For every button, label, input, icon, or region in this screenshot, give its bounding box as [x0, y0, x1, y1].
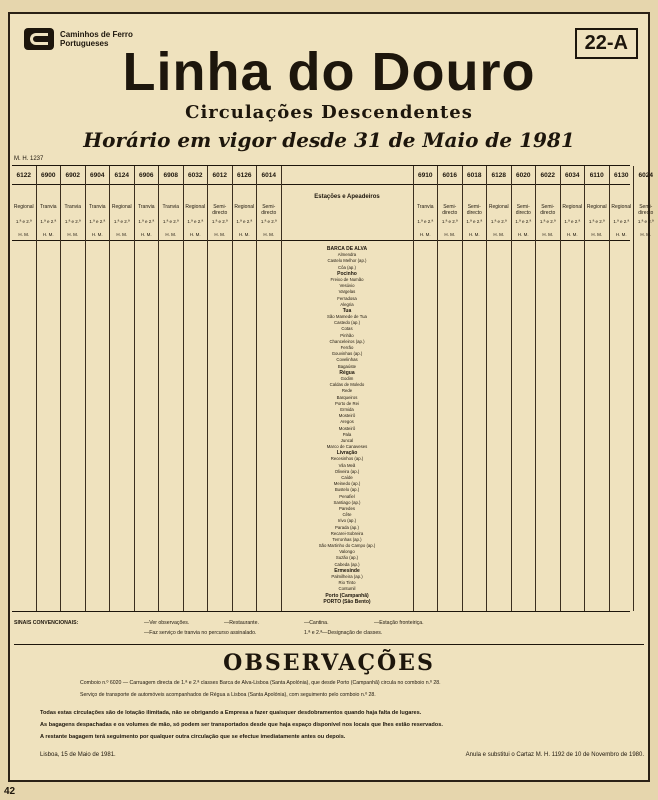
station-name: Covelinhas: [336, 357, 358, 363]
train-type: Regional: [611, 204, 632, 210]
station-name: Bagaúste: [337, 363, 357, 369]
train-number: 6900: [41, 172, 56, 179]
train-type: Regional: [586, 204, 607, 210]
station-name: Cête: [342, 512, 352, 518]
station-name: São Martinho do Campo (ap.): [318, 543, 376, 549]
station-name: Vargelas: [338, 289, 356, 295]
hm-label: H. M.: [542, 232, 554, 237]
train-type: Tranvia: [40, 204, 57, 210]
train-classes: 1.ª e 2.ª: [89, 219, 106, 224]
train-number: 6904: [90, 172, 105, 179]
station-name: Régua: [339, 369, 355, 376]
train-type: Regional: [111, 204, 132, 210]
time-cells: [208, 242, 232, 611]
issue-date: Lisboa, 15 de Maio de 1981.: [40, 752, 116, 758]
hm-label: H. M.: [517, 232, 529, 237]
time-cells: [438, 242, 462, 611]
hm-label: H. M.: [444, 232, 456, 237]
station-name: Ermida: [340, 406, 354, 412]
train-type: Tranvia: [89, 204, 106, 210]
station-name: Juncal: [340, 437, 354, 443]
train-classes: 1.ª e 2.ª: [211, 219, 228, 224]
train-column: [86, 166, 111, 611]
hm-label: H. M.: [468, 232, 480, 237]
station-name: Pala: [342, 431, 352, 437]
train-classes: 1.ª e 2.ª: [613, 219, 630, 224]
legend-item-classes: 1.ª e 2.ª—Designação de classes.: [304, 630, 383, 636]
poster-code: 22-A: [575, 28, 638, 59]
legend-item-canteen: —Cantina.: [304, 620, 329, 626]
time-cells: [233, 242, 257, 611]
train-column: [135, 166, 160, 611]
hm-label: H. M.: [263, 232, 275, 237]
train-classes: 1.ª e 2.ª: [113, 219, 130, 224]
observation-bold-line: Todas estas circulações são de lotação ilimitada, não se obrigando a Empresa a fazer quaisquer desdobramentos quando haja falta de lugares.: [40, 710, 422, 716]
train-number: 6908: [163, 172, 178, 179]
train-column: [233, 166, 258, 611]
station-name: Parada (ap.): [335, 524, 359, 530]
station-name: Palmilheira (ap.): [331, 574, 363, 580]
hm-label: H. M.: [67, 232, 79, 237]
observation-bold-line: As bagagens despachadas e os volumes de mão, só podem ser transportados desde que haja espaço disponível nos locais que lhes estão reservados.: [40, 722, 443, 728]
train-number: 6032: [188, 172, 203, 179]
hm-label: H. M.: [91, 232, 103, 237]
train-number: 6906: [139, 172, 154, 179]
station-name: Oliveira (ap.): [334, 468, 360, 474]
station-name: Recarei-Sobreira: [330, 530, 364, 536]
station-name: Barqueiros: [336, 394, 358, 400]
time-cells: [634, 242, 658, 611]
station-name: Vila Meã: [338, 462, 356, 468]
station-name: Valongo: [339, 549, 355, 555]
train-classes: 1.ª e 2.ª: [236, 219, 253, 224]
station-name: Cabeda (ap.): [334, 561, 360, 567]
hm-label: H. M.: [116, 232, 128, 237]
supersedes-note: Anula e substitui o Cartaz M. H. 1192 de 10 de Novembro de 1980.: [465, 752, 644, 758]
train-number: 6128: [491, 172, 506, 179]
time-cells: [463, 242, 487, 611]
train-type: Regional: [234, 204, 255, 210]
operator-name-line1: Caminhos de Ferro: [60, 30, 133, 39]
hm-label: H. M.: [615, 232, 627, 237]
hm-label: H. M.: [566, 232, 578, 237]
reference-code: M. H. 1237: [14, 156, 44, 162]
station-name: Penafiel: [339, 493, 355, 499]
train-type: Semi-directo: [540, 204, 556, 216]
station-name: Porto (Campanhã): [325, 592, 369, 599]
station-name: Terronhas (ap.): [332, 536, 362, 542]
station-name: Bustelo (ap.): [334, 487, 360, 493]
train-classes: 1.ª e 2.ª: [441, 219, 458, 224]
train-classes: 1.ª e 2.ª: [564, 219, 581, 224]
hm-label: H. M.: [419, 232, 431, 237]
train-classes: 1.ª e 2.ª: [466, 219, 483, 224]
time-cells: [257, 242, 281, 611]
train-classes: 1.ª e 2.ª: [539, 219, 556, 224]
time-cells: [159, 242, 183, 611]
train-type: Semi-directo: [515, 204, 531, 216]
train-type: Tranvia: [64, 204, 81, 210]
train-classes: 1.ª e 2.ª: [490, 219, 507, 224]
station-name: Ferradosa: [337, 295, 357, 301]
train-column: [463, 166, 488, 611]
station-name: Godim: [340, 375, 354, 381]
train-classes: 1.ª e 2.ª: [15, 219, 32, 224]
hm-label: H. M.: [238, 232, 250, 237]
operator-name-line2: Portugueses: [60, 39, 109, 48]
train-column: [512, 166, 537, 611]
station-name: Pinhão: [340, 332, 354, 338]
station-name: Côa (ap.): [338, 264, 356, 270]
page-title: Linha do Douro: [122, 42, 536, 102]
hm-label: H. M.: [214, 232, 226, 237]
station-name: Irivo (ap.): [337, 518, 357, 524]
train-number: 6020: [516, 172, 531, 179]
train-classes: 1.ª e 2.ª: [515, 219, 532, 224]
timetable-grid: [12, 165, 654, 612]
train-type: Tranvia: [138, 204, 155, 210]
hm-label: H. M.: [640, 232, 652, 237]
station-name: São Mamede de Tua: [327, 314, 367, 320]
train-column: [610, 166, 635, 611]
page-number: 42: [4, 786, 16, 797]
station-name: Marco de Canaveses: [326, 444, 368, 450]
train-number: 6124: [114, 172, 129, 179]
train-number: 6022: [540, 172, 555, 179]
legend-item-border: —Estação fronteiriça.: [374, 620, 424, 626]
train-classes: 1.ª e 2.ª: [40, 219, 57, 224]
station-name: Mosteirô: [338, 413, 356, 419]
train-number: 6016: [442, 172, 457, 179]
train-column: [634, 166, 658, 611]
station-name: Contumil: [338, 586, 356, 592]
hm-label: H. M.: [18, 232, 30, 237]
station-name: Gouvinhas (ap.): [331, 351, 363, 357]
train-classes: 1.ª e 2.ª: [260, 219, 277, 224]
station-name: Castedo (ap.): [333, 320, 361, 326]
hm-label: H. M.: [140, 232, 152, 237]
station-name: Cotas: [341, 326, 353, 332]
station-name: Ferrão: [340, 345, 354, 351]
station-name: Tua: [342, 307, 352, 314]
train-number: 6034: [565, 172, 580, 179]
legend: [14, 614, 644, 645]
hm-label: H. M.: [165, 232, 177, 237]
train-type: Semi-directo: [442, 204, 458, 216]
hm-label: H. M.: [189, 232, 201, 237]
observation-line: Serviço de transporte de automóveis acompanhados de Régua a Lisboa (Santa Apolónia), com seguimento pelo comboio n.º 28.: [80, 692, 376, 698]
station-name: Meinedo (ap.): [333, 481, 361, 487]
train-classes: 1.ª e 2.ª: [64, 219, 81, 224]
train-column: [536, 166, 561, 611]
train-number: 6902: [65, 172, 80, 179]
time-cells: [61, 242, 85, 611]
train-column: [487, 166, 512, 611]
train-classes: 1.ª e 2.ª: [138, 219, 155, 224]
station-name: Aregos: [340, 419, 354, 425]
legend-item-tranvia: —Faz serviço de tranvia no percurso assinalado.: [144, 630, 257, 636]
station-name: Rio Tinto: [338, 580, 356, 586]
station-name: Recesinhos (ap.): [330, 456, 364, 462]
train-number: 6130: [614, 172, 629, 179]
time-cells: [585, 242, 609, 611]
time-cells: [12, 242, 36, 611]
train-type: Regional: [562, 204, 583, 210]
station-name: Freixo de Numão: [330, 276, 364, 282]
train-column: [159, 166, 184, 611]
time-cells: [37, 242, 61, 611]
observation-line: Comboio n.º 6020 — Carruagem directa de 1.ª e 2.ª classes Barca de Alva-Lisboa (Santa Apolónia), que desde Porto (Campanhã) circula no comboio n.º 28.: [80, 680, 441, 686]
train-classes: 1.ª e 2.ª: [588, 219, 605, 224]
train-column: [414, 166, 439, 611]
station-name: Paredes: [338, 505, 355, 511]
train-column: [438, 166, 463, 611]
train-column: [257, 166, 282, 611]
train-number: 6910: [418, 172, 433, 179]
train-type: Tranvia: [417, 204, 434, 210]
station-name: Alegria: [340, 301, 354, 307]
station-name: Vesúvio: [339, 283, 355, 289]
train-classes: 1.ª e 2.ª: [187, 219, 204, 224]
station-name: Almendra: [337, 252, 357, 258]
train-number: 6018: [467, 172, 482, 179]
station-name: Ermesinde: [334, 567, 360, 574]
train-number: 6122: [16, 172, 31, 179]
legend-item-observations: —Ver observações.: [144, 620, 190, 626]
stations-column: [282, 166, 414, 611]
time-cells: [487, 242, 511, 611]
train-type: Semi-directo: [466, 204, 482, 216]
train-number: 6014: [261, 172, 276, 179]
time-cells: [135, 242, 159, 611]
time-cells: [561, 242, 585, 611]
hm-label: H. M.: [493, 232, 505, 237]
train-type: Regional: [13, 204, 34, 210]
station-name: Porto de Rei: [335, 400, 359, 406]
train-type: Semi-directo: [261, 204, 277, 216]
train-column: [561, 166, 586, 611]
station-name: Mosteirô: [338, 425, 356, 431]
train-classes: 1.ª e 2.ª: [162, 219, 179, 224]
legend-item-restaurant: —Restaurante.: [224, 620, 259, 626]
legend-label: SINAIS CONVENCIONAIS:: [14, 620, 79, 626]
station-name: BARCA DE ALVA: [326, 246, 368, 252]
station-name: Caíde: [341, 475, 353, 481]
train-type: Regional: [488, 204, 509, 210]
train-column: [110, 166, 135, 611]
train-type: Semi-directo: [638, 204, 654, 216]
train-number: 6012: [212, 172, 227, 179]
time-cells: [86, 242, 110, 611]
time-cells: [610, 242, 634, 611]
station-name: Livração: [336, 450, 358, 457]
station-name: Pocinho: [337, 270, 357, 277]
train-number: 6110: [589, 172, 604, 179]
train-column: [37, 166, 62, 611]
page-subtitle: Circulações Descendentes: [185, 102, 473, 123]
train-column: [184, 166, 209, 611]
station-name: Suzão (ap.): [335, 555, 359, 561]
train-type: Semi-directo: [212, 204, 228, 216]
validity-line: Horário em vigor desde 31 de Maio de 1981: [83, 128, 575, 152]
train-type: Regional: [185, 204, 206, 210]
time-cells: [536, 242, 560, 611]
train-number: 6024: [638, 172, 653, 179]
train-number: 6126: [237, 172, 252, 179]
station-name: Chanceleiros (ap.): [329, 338, 365, 344]
observations-title: OBSERVAÇÕES: [223, 650, 435, 676]
train-column: [585, 166, 610, 611]
time-cells: [184, 242, 208, 611]
time-cells: [414, 242, 438, 611]
train-classes: 1.ª e 2.ª: [417, 219, 434, 224]
station-name: Santiago (ap.): [333, 499, 361, 505]
time-cells: [512, 242, 536, 611]
station-name: Caldas de Moledo: [329, 382, 365, 388]
train-column: [12, 166, 37, 611]
time-cells: [110, 242, 134, 611]
train-column: [61, 166, 86, 611]
hm-label: H. M.: [591, 232, 603, 237]
stations-header: Estações e Apeadeiros: [314, 194, 380, 200]
station-name: Rede: [341, 388, 353, 394]
hm-label: H. M.: [42, 232, 54, 237]
station-name: PORTO (São Bento): [323, 598, 371, 605]
train-column: [208, 166, 233, 611]
observation-bold-line: A restante bagagem terá seguimento por qualquer outra circulação que se efectue imediatamente antes ou depois.: [40, 734, 346, 740]
train-type: Tranvia: [162, 204, 179, 210]
train-classes: 1.ª e 2.ª: [637, 219, 654, 224]
station-name: Castelo Melhor (ap.): [327, 258, 367, 264]
